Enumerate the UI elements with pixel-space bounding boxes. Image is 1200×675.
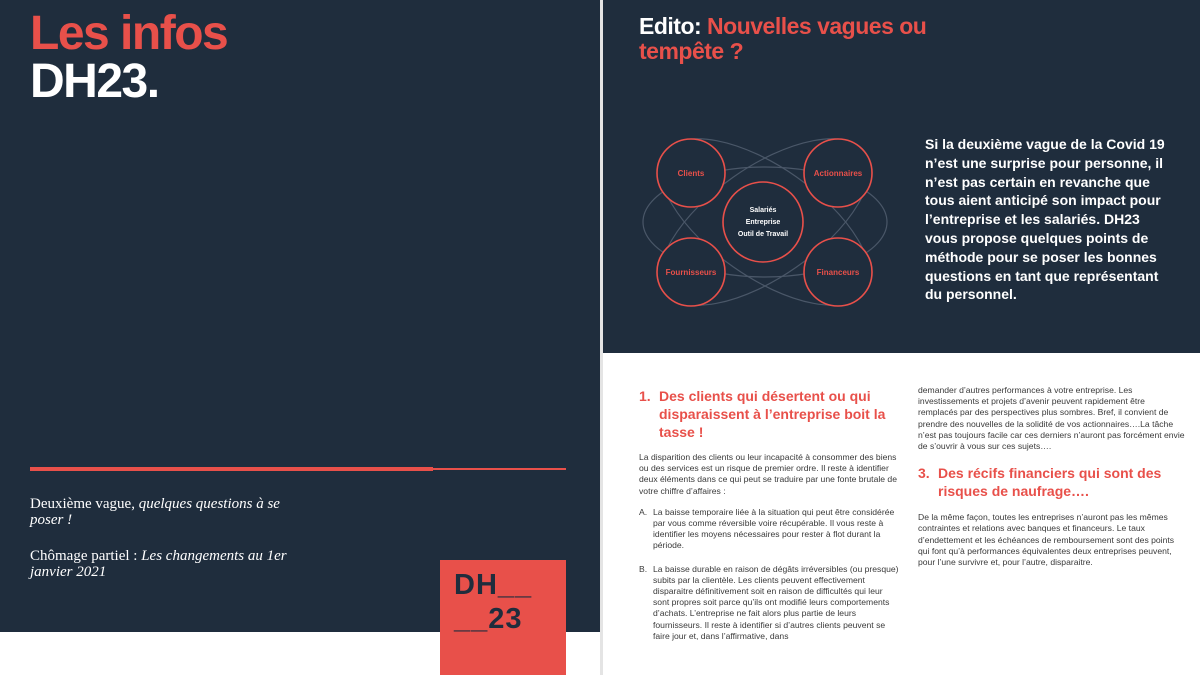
teaser-second-wave — [30, 496, 290, 528]
section1-body: La disparition des clients ou leur incapacité à consommer des biens ou des services est un risque de premier ordre. Il reste à identifier deux éléments dans ce qui peut se traduire par une fonte brutale de votre chiffre d’affaires : — [639, 452, 897, 496]
section3-heading — [918, 464, 1186, 500]
cover-title-line1: Les infos — [30, 7, 228, 60]
node-center-label-2: Entreprise — [745, 219, 781, 226]
teaser-partial-unemployment — [30, 548, 290, 580]
logo-line-bottom: __23 — [454, 603, 523, 635]
cover-title — [30, 7, 228, 108]
node-financeurs-label: Financeurs — [816, 268, 860, 277]
teaser-second-wave-italic: quelques questions à se poser ! — [30, 496, 280, 528]
teaser-second-wave-plain: Deuxième vague, — [30, 496, 139, 512]
section3-heading-text: Des récifs financiers qui sont des risques de naufrage…. — [938, 465, 1162, 500]
stakeholder-diagram — [633, 124, 898, 324]
edito-title — [639, 14, 969, 64]
column-left — [639, 387, 901, 654]
cover-title-line2: DH23. — [30, 55, 159, 108]
dh23-logo — [440, 560, 566, 675]
section3-number: 3. — [918, 465, 930, 482]
list-item-b-text: La baisse durable en raison de dégâts irréversibles (ou presque) subits par la clientèle. Les clients peuvent effectivement disparaitre définitivement soit en raison de difficultés qui leur sont propres soit parce qu’ils ont modifié leurs comportements d’achats. L’entreprise ne fait alors plus partie de leurs fournisseurs. Il reste à identifier si d’autres clients peuvent se faire jour et, dans l’affirmative, dans — [653, 563, 899, 641]
node-clients-label: Clients — [677, 169, 705, 178]
node-center-label-3: Outil de Travail — [737, 231, 789, 238]
list-item-b-marker: B. — [639, 563, 648, 574]
column-right — [918, 385, 1186, 578]
node-actionnaires-label: Actionnaires — [813, 169, 863, 178]
teaser-partial-unemployment-italic: Les changements au 1er janvier 2021 — [30, 548, 287, 580]
section1-heading-text: Des clients qui désertent ou qui disparaissent à l’entreprise boit la tasse ! — [659, 388, 886, 440]
list-item-a-text: La baisse temporaire liée à la situation qui peut être considérée par vous comme réversible voire récupérable. Il vous reste à identifier les moyens nécessaires pour rester à flot durant la période. — [653, 506, 895, 551]
teaser-partial-unemployment-plain: Chômage partiel : — [30, 548, 142, 564]
edito-title-lead: Edito: — [639, 13, 708, 39]
node-center-label-1: Salariés — [749, 207, 777, 214]
list-item-a-marker: A. — [639, 506, 648, 517]
edito-intro: Si la deuxième vague de la Covid 19 n’est une surprise pour personne, il n’est pas certain en revanche que tous aient anticipé son impact pour l’entreprise et les salariés. DH23 vous propose quelques points de méthode pour se poser les bonnes questions en tant que représentant du personnel. — [925, 136, 1165, 303]
divider-rule-accent — [30, 467, 433, 471]
edito-page — [603, 0, 1200, 675]
edito-title-rest: Nouvelles vagues ou tempête ? — [639, 13, 927, 64]
section2-continued-text: demander d’autres performances à votre entreprise. Les investissements et projets d’avenir peuvent rapidement être remplacés par des perspectives plus sombres. Bref, il convient de prendre des nouvelles de la solidité de vos actionnaires….La tâche n’est pas toujours facile car ces derniers n’auront pas forcément envie de s’ouvrir à vous sur ces sujets…. — [918, 385, 1185, 452]
list-item-a — [639, 507, 901, 552]
logo-line-top: DH__ — [454, 569, 533, 601]
node-fournisseurs-label: Fournisseurs — [665, 268, 717, 277]
list-item-b — [639, 564, 901, 642]
section3-body: De la même façon, toutes les entreprises n’auront pas les mêmes contraintes et relations avec banques et financeurs. Le taux d’endettement et les échéances de remboursement sont des points qui font qu’à performances équivalentes deux entreprises peuvent, pour l’une survivre et, pour l’autre, disparaitre. — [918, 512, 1175, 568]
section1-number: 1. — [639, 388, 651, 404]
section1-heading — [639, 387, 901, 441]
